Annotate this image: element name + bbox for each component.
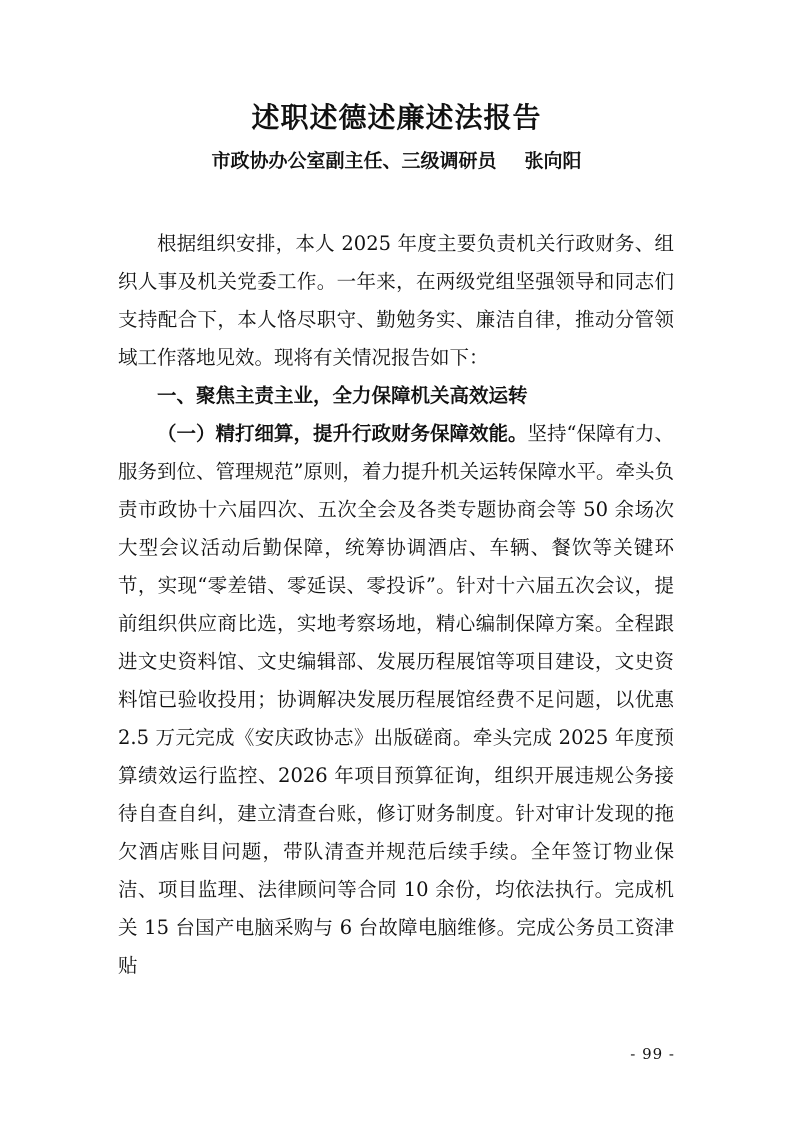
document-body: [118, 225, 674, 985]
document-author-line: [0, 146, 793, 176]
author-name: 张向阳: [524, 150, 582, 172]
subsection-1-heading: （一）精打细算，提升行政财务保障效能。: [157, 422, 528, 445]
author-position: 市政协办公室副主任、三级调研员: [211, 150, 497, 172]
intro-paragraph: 根据组织安排，本人 2025 年度主要负责机关行政财务、组织人事及机关党委工作。一年来，在两级党组坚强领导和同志们支持配合下，本人恪尽职守、勤勉务实、廉洁自律，推动分管领域工作落地见效。现将有关情况报告如下：: [118, 232, 674, 369]
document-title: 述职述德述廉述法报告: [251, 101, 542, 134]
section-1-heading: 一、聚焦主责主业，全力保障机关高效运转: [157, 384, 528, 407]
page-number: - 99 -: [630, 1045, 675, 1063]
subsection-1-paragraph: [118, 415, 674, 985]
subsection-1-body: 坚持“保障有力、服务到位、管理规范”原则，着力提升机关运转保障水平。牵头负责市政协十六届四次、五次全会及各类专题协商会等 50 余场次大型会议活动后勤保障，统筹协调酒店、车辆、餐饮等关键环节，实现“零差错、零延误、零投诉”。针对十六届五次会议，提前组织供应商比选，实地考察场地，精心编制保障方案。全程跟进文史资料馆、文史编辑部、发展历程展馆等项目建设，文史资料馆已验收投用；协调解决发展历程展馆经费不足问题，以优惠 2.5 万元完成《安庆政协志》出版磋商。牵头完成 2025 年度预算绩效运行监控、2026 年项目预算征询，组织开展违规公务接待自查自纠，建立清查台账，修订财务制度。针对审计发现的拖欠酒店账目问题，带队清查并规范后续手续。全年签订物业保洁、项目监理、法律顾问等合同 10 余份，均依法执行。完成机关 15 台国产电脑采购与 6 台故障电脑维修。完成公务员工资津贴: [118, 422, 674, 977]
